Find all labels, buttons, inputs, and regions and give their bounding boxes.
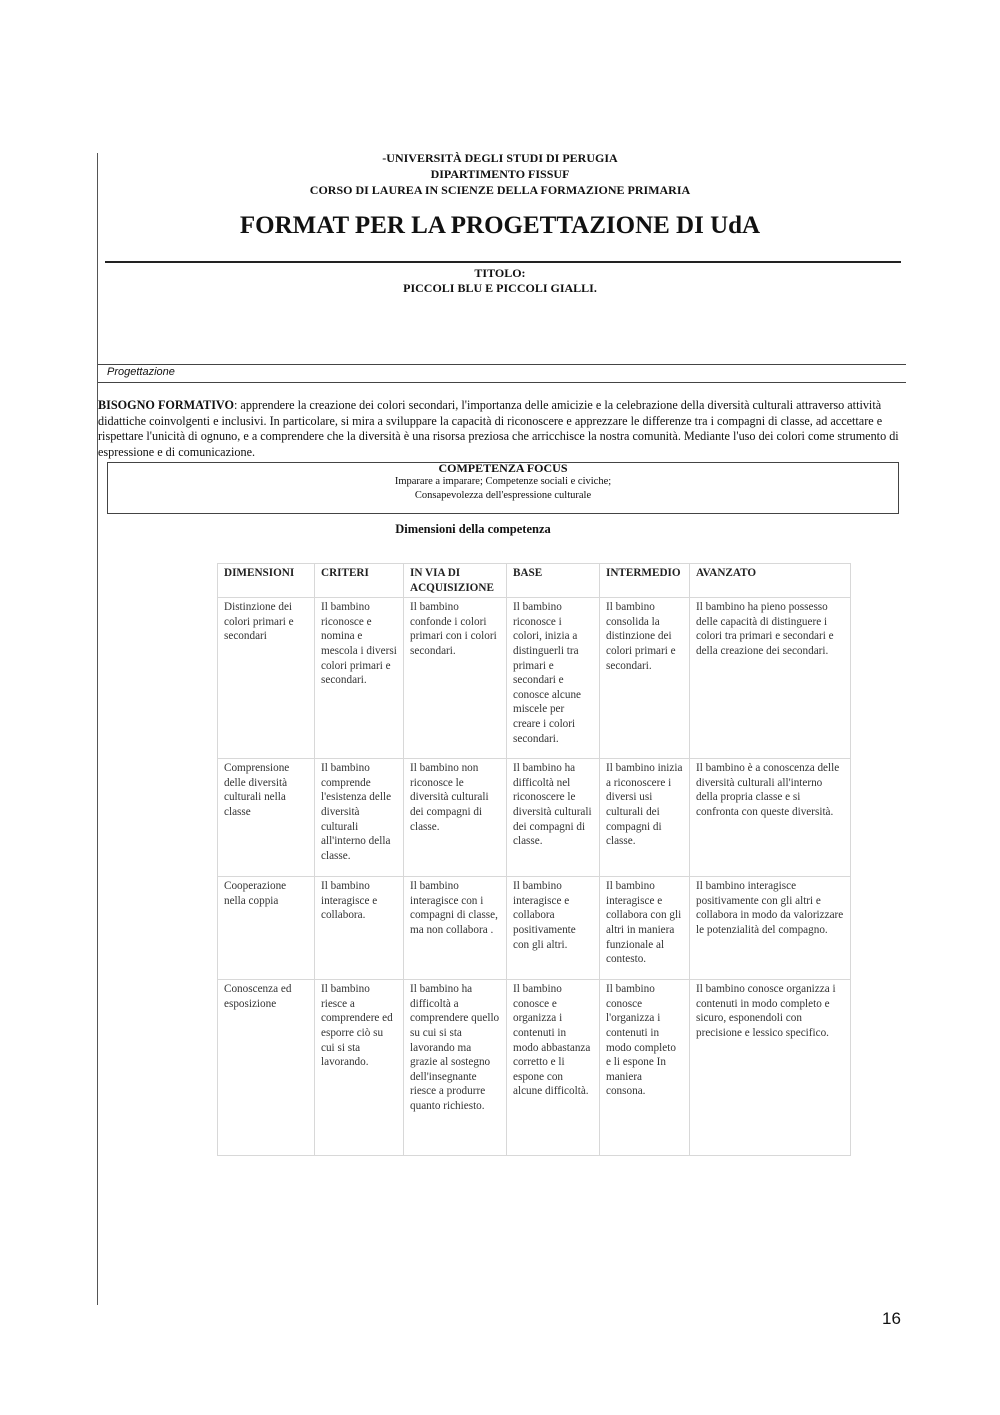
table-cell: Il bambino conosce l'organizza i contenuti in modo completo e li espone In maniera consona. xyxy=(600,980,690,1156)
column-header: INTERMEDIO xyxy=(600,564,690,598)
table-cell: Il bambino è a conoscenza delle diversità culturali all'interno della propria classe e si confronta con queste diversità. xyxy=(690,759,851,877)
table-cell: Cooperazione nella coppia xyxy=(218,877,315,980)
table-cell: Il bambino interagisce e collabora positivamente con gli altri. xyxy=(507,877,600,980)
column-header: AVANZATO xyxy=(690,564,851,598)
table-cell: Comprensione delle diversità culturali nella classe xyxy=(218,759,315,877)
table-cell: Il bambino interagisce positivamente con gli altri e collabora in modo da valorizzare le potenzialità del compagno. xyxy=(690,877,851,980)
column-header: BASE xyxy=(507,564,600,598)
department-name: DIPARTIMENTO FISSUF xyxy=(430,167,570,181)
table-row xyxy=(218,759,851,877)
table-cell: Il bambino inizia a riconoscere i diversi usi culturali dei compagni di classe. xyxy=(600,759,690,877)
competenza-line-1: Imparare a imparare; Competenze sociali e civiche; xyxy=(394,476,612,487)
table-cell: Il bambino ha difficoltà nel riconoscere le diversità culturali dei compagni di classe. xyxy=(507,759,600,877)
competenza-title: COMPETENZA FOCUS xyxy=(438,461,568,475)
table-cell: Il bambino ha difficoltà a comprendere quello su cui si sta lavorando ma grazie al sostegno dell'insegnante riesce a produrre quanto richiesto. xyxy=(404,980,507,1156)
table-row xyxy=(218,980,851,1156)
table-cell: Il bambino conosce e organizza i contenuti in modo abbastanza corretto e li espone con alcune difficoltà. xyxy=(507,980,600,1156)
column-header: DIMENSIONI xyxy=(218,564,315,598)
university-name: -UNIVERSITÀ DEGLI STUDI DI PERUGIA xyxy=(382,151,618,165)
bisogno-formativo-paragraph xyxy=(98,398,908,460)
uda-title-block xyxy=(300,266,700,296)
table-cell: Il bambino interagisce e collabora. xyxy=(315,877,404,980)
column-header: IN VIA DI ACQUISIZIONE xyxy=(404,564,507,598)
competenza-line-2: Consapevolezza dell'espressione culturale xyxy=(414,490,592,501)
course-name: CORSO DI LAUREA IN SCIENZE DELLA FORMAZIONE PRIMARIA xyxy=(309,183,691,197)
table-cell: Il bambino confonde i colori primari con i colori secondari. xyxy=(404,598,507,759)
left-margin-line xyxy=(97,153,98,1305)
titolo-value: PICCOLI BLU E PICCOLI GIALLI. xyxy=(403,281,597,295)
title-divider xyxy=(105,261,901,263)
document-header xyxy=(300,150,700,198)
table-cell: Il bambino non riconosce le diversità culturali dei compagni di classe. xyxy=(404,759,507,877)
page-title: FORMAT PER LA PROGETTAZIONE DI UdA xyxy=(239,212,761,239)
competenza-focus-box xyxy=(107,462,899,514)
table-header-row xyxy=(218,564,851,598)
table-cell: Il bambino interagisce e collabora con gli altri in maniera funzionale al contesto. xyxy=(600,877,690,980)
table-cell: Conoscenza ed esposizione xyxy=(218,980,315,1156)
dimensioni-title: Dimensioni della competenza xyxy=(395,522,551,536)
titolo-label: TITOLO: xyxy=(474,266,526,280)
table-cell: Distinzione dei colori primari e secondari xyxy=(218,598,315,759)
bisogno-label: BISOGNO FORMATIVO xyxy=(98,398,234,412)
table-cell: Il bambino conosce organizza i contenuti in modo completo e sicuro, esponendoli con precisione e lessico specifico. xyxy=(690,980,851,1156)
section-bar xyxy=(98,364,906,383)
table-cell: Il bambino ha pieno possesso delle capacità di distinguere i colori tra primari e secondari e della creazione dei secondari. xyxy=(690,598,851,759)
bisogno-text: : apprendere la creazione dei colori secondari, l'importanza delle amicizie e la celebrazione della diversità culturali attraverso attività didattiche coinvolgenti e inclusivi. In particolare, si mira a sviluppare la capacità di riconoscere e apprezzare le differenze tra i compagni di classe, ad accettare e rispettare l'unicità di ognuno, e a comprendere che la diversità è una risorsa preziosa che arricchisce la nostra comunità. Mediante l'uso dei colori come strumento di espressione e di comunicazione. xyxy=(98,398,899,459)
page-number: 16 xyxy=(882,1309,901,1328)
table-cell: Il bambino consolida la distinzione dei colori primari e secondari. xyxy=(600,598,690,759)
table-cell: Il bambino comprende l'esistenza delle diversità culturali all'interno della classe. xyxy=(315,759,404,877)
table-cell: Il bambino riesce a comprendere ed esporre ciò su cui si sta lavorando. xyxy=(315,980,404,1156)
table-row xyxy=(218,877,851,980)
table-row xyxy=(218,598,851,759)
column-header: CRITERI xyxy=(315,564,404,598)
rubric-table xyxy=(217,563,851,1156)
table-cell: Il bambino riconosce i colori, inizia a distinguerli tra primari e secondari e conosce alcune miscele per creare i colori secondari. xyxy=(507,598,600,759)
section-label: Progettazione xyxy=(107,366,175,378)
table-cell: Il bambino interagisce con i compagni di classe, ma non collabora . xyxy=(404,877,507,980)
table-cell: Il bambino riconosce e nomina e mescola i diversi colori primari e secondari. xyxy=(315,598,404,759)
